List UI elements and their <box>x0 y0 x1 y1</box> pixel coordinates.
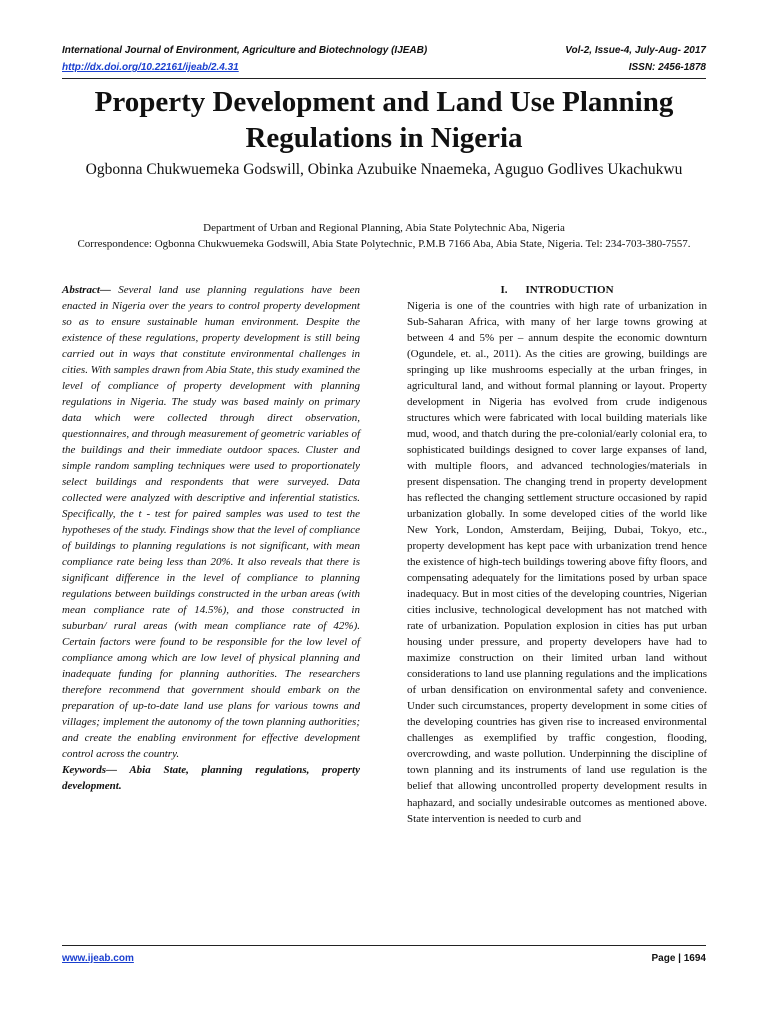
abstract-label: Abstract— <box>62 284 111 296</box>
section-heading <box>407 282 707 298</box>
abstract-text: Several land use planning regulations have been enacted in Nigeria over the years to control property development so as to ensure sustainable human environment. Despite the existence of these regulations, property development is still being carried out in ways that constitute environmental challenges in cities. With samples drawn from Abia State, this study examined the level of compliance of property development with planning regulations in Nigeria. The study was based mainly on primary data which were collected through direct observation, questionnaires, and through measurement of geometric variables of the buildings and their immediate outdoor spaces. Cluster and simple random sampling techniques were used to proportionately select buildings and respondents that were surveyed. Data collected were analyzed with descriptive and inferential statistics. Specifically, the t - test for paired samples was used to test the hypotheses of the study. Findings show that the level of compliance of buildings to planning regulations is not significant, with mean compliance rate being less than 20%. It also reveals that there is significant difference in the level of compliance to planning regulations between buildings constructed in the urban areas (with mean compliance rate of 14.5%), and those constructed in suburban/ rural areas (with mean compliance rate of 42%). Certain factors were found to be responsible for the low level of compliance among which are low level of physical planning and inadequate funding for planning authorities. The researchers therefore recommend that government should embark on the preparation of up-to-date land use plans for various towns and villages; implement the autonomy of the town planning authorities; and create the enabling environment for effective development control across the country. <box>62 284 360 761</box>
volume-info: Vol-2, Issue-4, July-Aug- 2017 <box>565 45 706 56</box>
introduction-text: Nigeria is one of the countries with high rate of urbanization in Sub-Saharan Africa, with many of her large towns growing at between 4 and 5% per – annum despite the economic downturn (Ogundele, et. al., 2011). As the cities are growing, buildings are springing up like mushrooms especially at the urban fringes, in agricultural land, and without formal planning or layout. Property development in Nigeria has evolved from crude indigenous structures which were fabricated with local building materials like mud, wood, and thatch during the pre-colonial/early colonial era, to sophisticated buildings designed to cover large expanses of land, with multiple floors, and advanced technologies/materials in present dispensation. The changing trend in property development has reflected the changing settlement structure occasioned by rapid urbanization globally. In some developed cities of the world like New York, London, Amsterdam, Beijing, Dubai, Tokyo, etc., property development has kept pace with urbanization trend hence the existence of high-tech buildings towering above fifty floors, and compensating adequately for the limitations posed by urban space inadequacy. But in most cities of the developing countries, Nigerian cities inclusive, technological development has not matched with rate of urbanization. Population explosion in cities has put urban housing under pressure, and property developers have had to maximize construction on their limited urban land without considerations to land use planning regulations and the implications of urban densification on environmental safety and convenience. Under such circumstances, property development in some cities of the developing countries has given rise to increased environmental challenges as exemplified by traffic congestion, flooding, overcrowding, and waste pollution. Underpinning the discipline of town planning and its instruments of land use regulation is the belief that allowing uncontrolled property development results in haphazard, and socially undesirable outcomes as mentioned above. State intervention is needed to curb and <box>407 300 707 825</box>
keywords <box>62 762 360 794</box>
journal-name: International Journal of Environment, Agriculture and Biotechnology (IJEAB) <box>62 45 428 56</box>
introduction-column <box>407 282 707 827</box>
section-number: I. <box>500 284 508 296</box>
keywords-text: Abia State, planning regulations, property development. <box>62 764 360 793</box>
paper-title: Property Development and Land Use Planning Regulations in Nigeria <box>94 86 674 154</box>
header-divider <box>62 78 706 79</box>
issn: ISSN: 2456-1878 <box>628 62 706 73</box>
abstract <box>62 282 360 762</box>
footer-divider <box>62 945 706 946</box>
section-title: INTRODUCTION <box>525 284 614 296</box>
affiliation: Department of Urban and Regional Planning, Abia State Polytechnic Aba, Nigeria <box>203 222 565 234</box>
doi-link[interactable]: http://dx.doi.org/10.22161/ijeab/2.4.31 <box>62 62 239 73</box>
journal-website-link[interactable]: www.ijeab.com <box>62 953 134 964</box>
abstract-column <box>62 282 360 795</box>
page-number: Page | 1694 <box>651 953 706 964</box>
correspondence: Correspondence: Ogbonna Chukwuemeka Godswill, Abia State Polytechnic, P.M.B 7166 Aba, Abia State, Nigeria. Tel: 234-703-380-7557. <box>77 238 691 250</box>
keywords-label: Keywords— <box>62 764 117 777</box>
affiliation-block <box>52 220 716 252</box>
author-list: Ogbonna Chukwuemeka Godswill, Obinka Azubuike Nnaemeka, Aguguo Godlives Ukachukwu <box>85 161 683 178</box>
